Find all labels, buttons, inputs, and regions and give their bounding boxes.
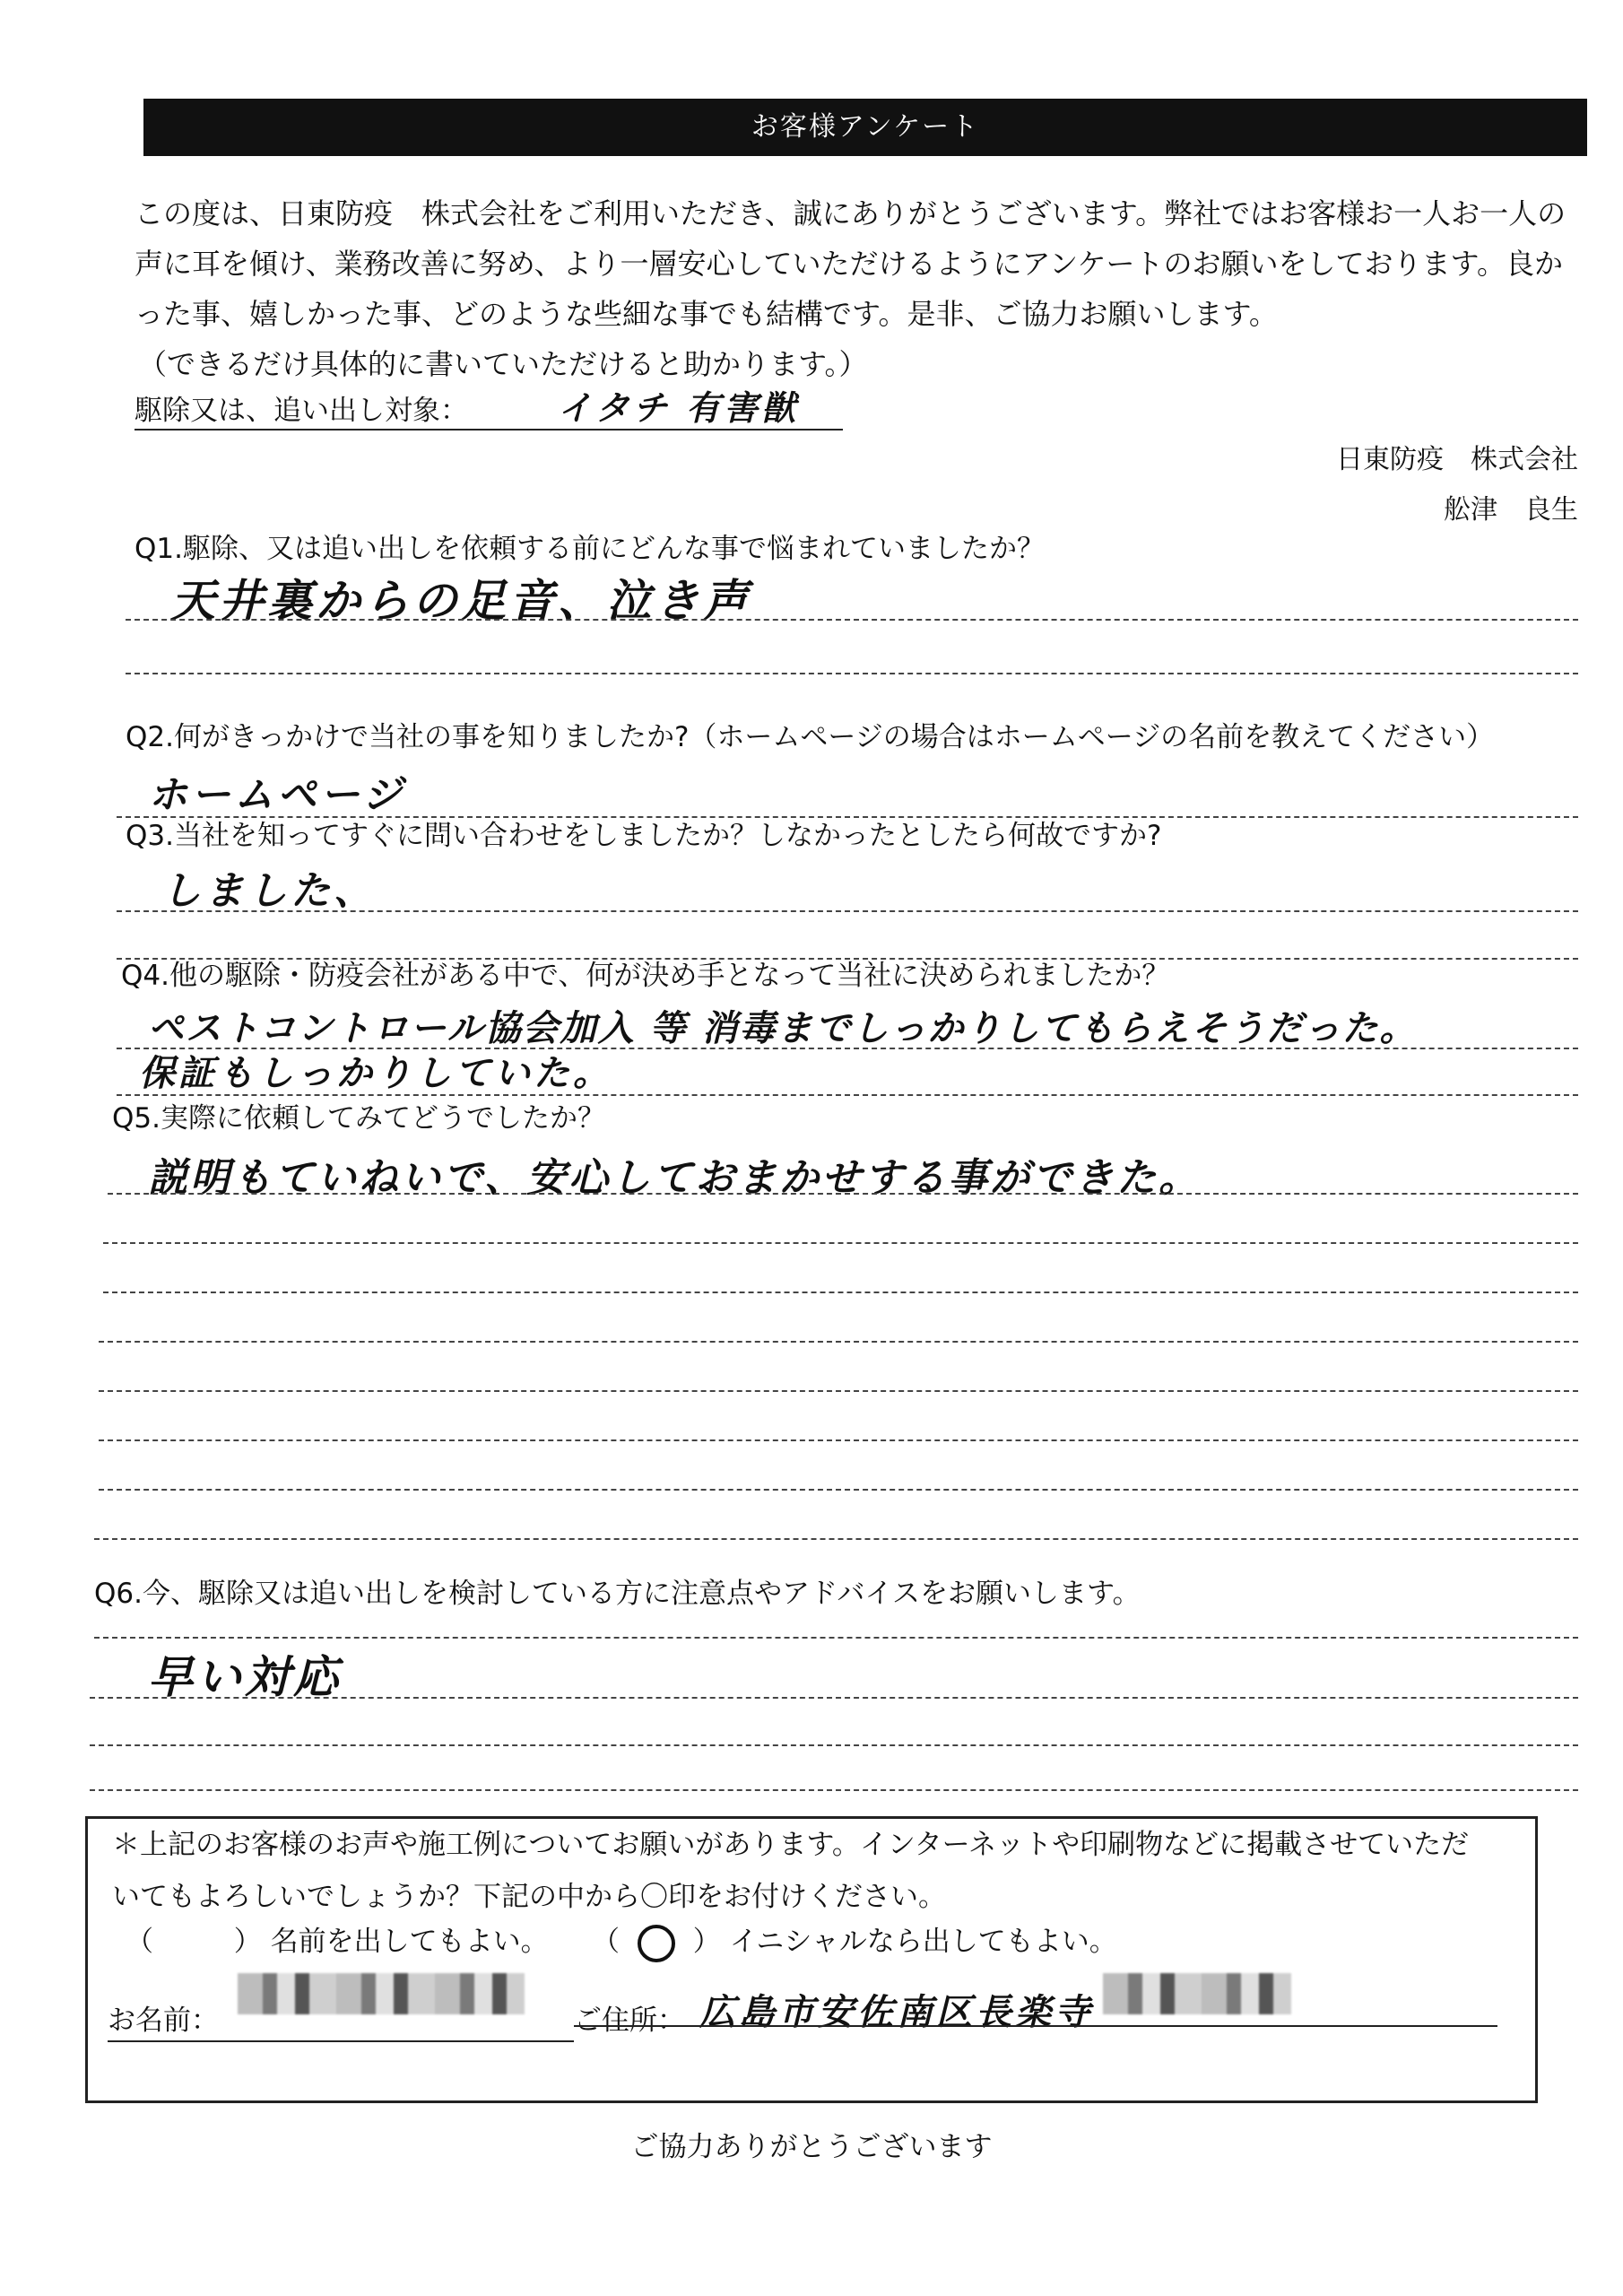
address-underline (574, 2025, 1497, 2027)
target-row (135, 386, 799, 433)
name-label: お名前： (108, 2005, 219, 2037)
question-3: Q3.当社を知ってすぐに問い合わせをしましたか？しなかったとしたら何故ですか? (126, 820, 1162, 852)
answer-2: ホームページ (148, 772, 406, 818)
answer-1: 天井裏からの足音、泣き声 (170, 574, 751, 627)
answer-line (117, 910, 1578, 912)
company-name: 日東防疫 株式会社 (1336, 444, 1578, 475)
answer-line (99, 1390, 1578, 1392)
name-underline (108, 2040, 574, 2042)
answer-line (94, 1637, 1578, 1639)
answer-4-line-2: 保証もしっかりしていた。 (139, 1052, 612, 1094)
answer-line (90, 1697, 1578, 1699)
answer-line (126, 619, 1578, 621)
answer-line (103, 1242, 1578, 1244)
question-4: Q4.他の駆除・防疫会社がある中で、何が決め手となって当社に決められましたか？ (121, 960, 1170, 992)
option-bracket-close: ） (233, 1926, 262, 1958)
option-bracket-open: （ (126, 1926, 153, 1958)
intro-line: この度は、日東防疫 株式会社をご利用いただき、誠にありがとうございます。弊社ではお客様お一人お一人の (135, 196, 1567, 230)
answer-line (90, 1744, 1578, 1746)
selected-circle-mark (638, 1925, 675, 1962)
consent-option-name[interactable] (126, 1919, 549, 1964)
redacted-address (1103, 1973, 1291, 2014)
answer-3: しました、 (161, 868, 377, 914)
target-underline (135, 429, 843, 430)
consent-text-line: いてもよろしいでしょうか？下記の中から〇印をお付けください。 (112, 1881, 946, 1913)
option-bracket-close: ） (692, 1926, 721, 1958)
intro-line: った事、嬉しかった事、どのような些細な事でも結構です。是非、ご協力お願いします。 (135, 297, 1278, 331)
redacted-name (238, 1973, 525, 2014)
intro-line: 声に耳を傾け、業務改善に努め、より一層安心していただけるようにアンケートのお願いをしております。良か (135, 247, 1563, 281)
company-person: 舩津 良生 (1444, 494, 1578, 526)
question-6: Q6.今、駆除又は追い出しを検討している方に注意点やアドバイスをお願いします。 (94, 1578, 1141, 1610)
answer-6: 早い対応 (148, 1650, 342, 1703)
consent-text-line: ＊上記のお客様のお声や施工例についてお願いがあります。インターネットや印刷物などに掲載させていただ (112, 1829, 1470, 1861)
answer-line (117, 1094, 1578, 1096)
answer-line (108, 1193, 1578, 1195)
footer-thanks: ご協力ありがとうございます (630, 2131, 993, 2163)
answer-4-line-1: ペストコントロール協会加入 等 消毒までしっかりしてもらえそうだった。 (148, 1007, 1418, 1049)
question-5: Q5.実際に依頼してみてどうでしたか？ (112, 1102, 605, 1135)
option-label: イニシャルなら出してもよい。 (729, 1926, 1117, 1958)
answer-line (94, 1538, 1578, 1540)
answer-line (90, 1789, 1578, 1791)
question-2: Q2.何がきっかけで当社の事を知りましたか?（ホームページの場合はホームページの名前を教えてください） (126, 721, 1495, 753)
consent-text (112, 1819, 1529, 1923)
address-value: 広島市安佐南区長楽寺 (699, 1991, 1094, 2033)
answer-line (99, 1439, 1578, 1441)
survey-title: お客様アンケート (751, 111, 980, 143)
option-label: 名前を出してもよい。 (270, 1926, 549, 1958)
target-label: 駆除又は、追い出し対象： (135, 395, 468, 427)
consent-option-initials[interactable] (592, 1919, 1117, 1964)
target-value: イタチ 有害獣 (557, 387, 800, 428)
question-1: Q1.駆除、又は追い出しを依頼する前にどんな事で悩まれていましたか？ (135, 533, 1045, 565)
survey-title-bar (143, 99, 1587, 156)
answer-line (99, 1341, 1578, 1343)
intro-note: （できるだけ具体的に書いていただけると助かります。） (138, 347, 868, 381)
answer-line (99, 1489, 1578, 1491)
option-bracket-open: （ (592, 1926, 620, 1958)
address-label: ご住所： (574, 2005, 685, 2037)
intro-text (135, 188, 1596, 389)
answer-line (126, 673, 1578, 674)
answer-5: 説明もていねいで、安心しておまかせする事ができた。 (148, 1155, 1202, 1201)
company-block (1336, 435, 1578, 535)
answer-line (103, 1292, 1578, 1293)
